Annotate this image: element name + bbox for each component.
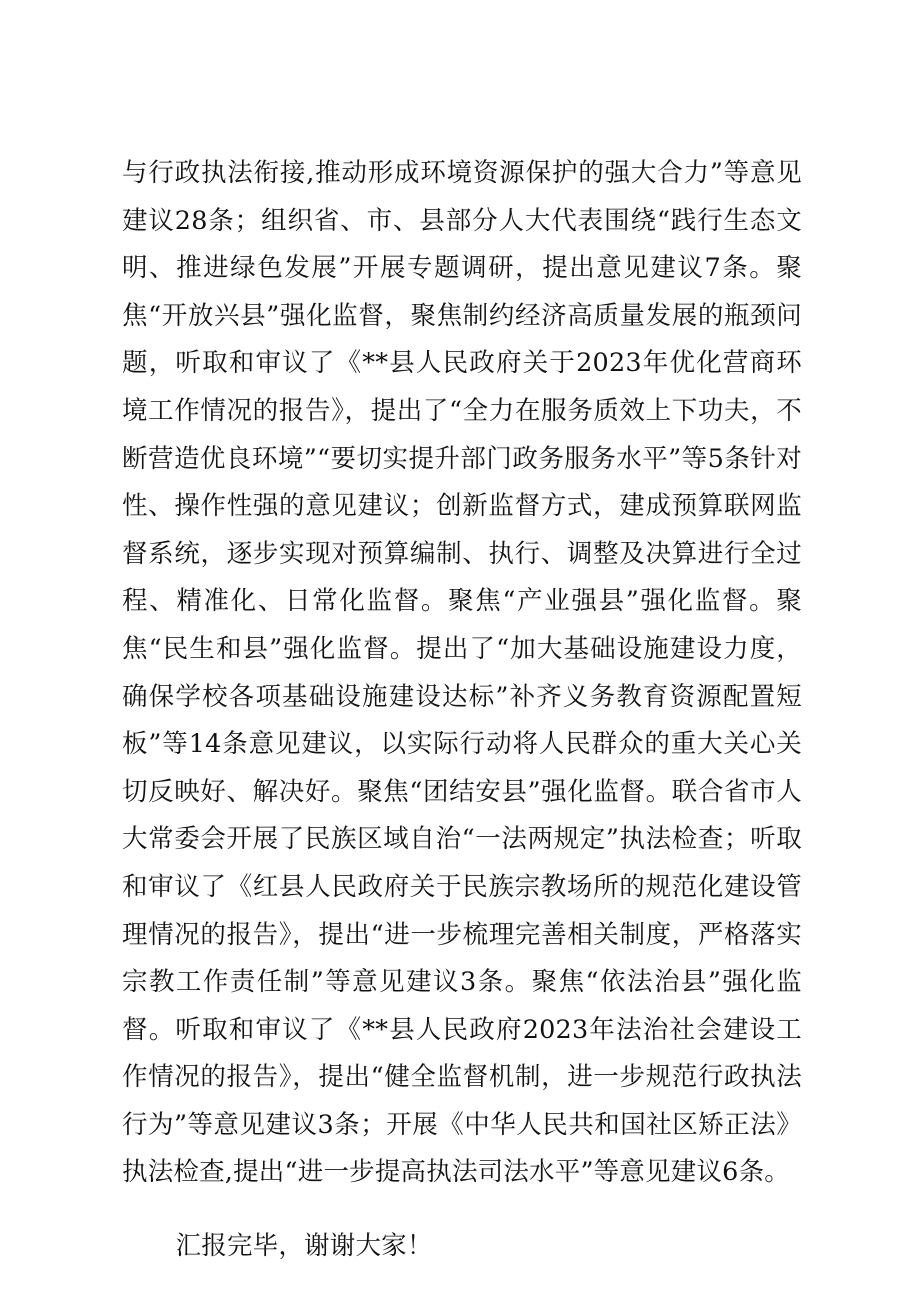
document-body xyxy=(122,150,802,1271)
paragraph-main: 与行政执法衔接,推动形成环境资源保护的强大合力”等意见建议28条；组织省、市、县部分人大代表围绕“践行生态文明、推进绿色发展”开展专题调研，提出意见建议7条。聚焦“开放兴县”强化监督，聚焦制约经济高质量发展的瓶颈问题，听取和审议了《**县人民政府关于2023年优化营商环境工作情况的报告》，提出了“全力在服务质效上下功夫，不断营造优良环境”“要切实提升部门政务服务水平”等5条针对性、操作性强的意见建议；创新监督方式，建成预算联网监督系统，逐步实现对预算编制、执行、调整及决算进行全过程、精准化、日常化监督。聚焦“产业强县”强化监督。聚焦“民生和县”强化监督。提出了“加大基础设施建设力度，确保学校各项基础设施建设达标”补齐义务教育资源配置短板”等14条意见建议，以实际行动将人民群众的重大关心关切反映好、解决好。聚焦“团结安县”强化监督。联合省市人大常委会开展了民族区域自治“一法两规定”执法检查；听取和审议了《红县人民政府关于民族宗教场所的规范化建设管理情况的报告》，提出“进一步梳理完善相关制度，严格落实宗教工作责任制”等意见建议3条。聚焦“依法治县”强化监督。听取和审议了《**县人民政府2023年法治社会建设工作情况的报告》，提出“健全监督机制，进一步规范行政执法行为”等意见建议3条；开展《中华人民共和国社区矫正法》执法检查,提出“进一步提高执法司法水平”等意见建议6条。 xyxy=(122,158,802,1188)
closing-line: 汇报完毕，谢谢大家！ xyxy=(175,1231,433,1262)
